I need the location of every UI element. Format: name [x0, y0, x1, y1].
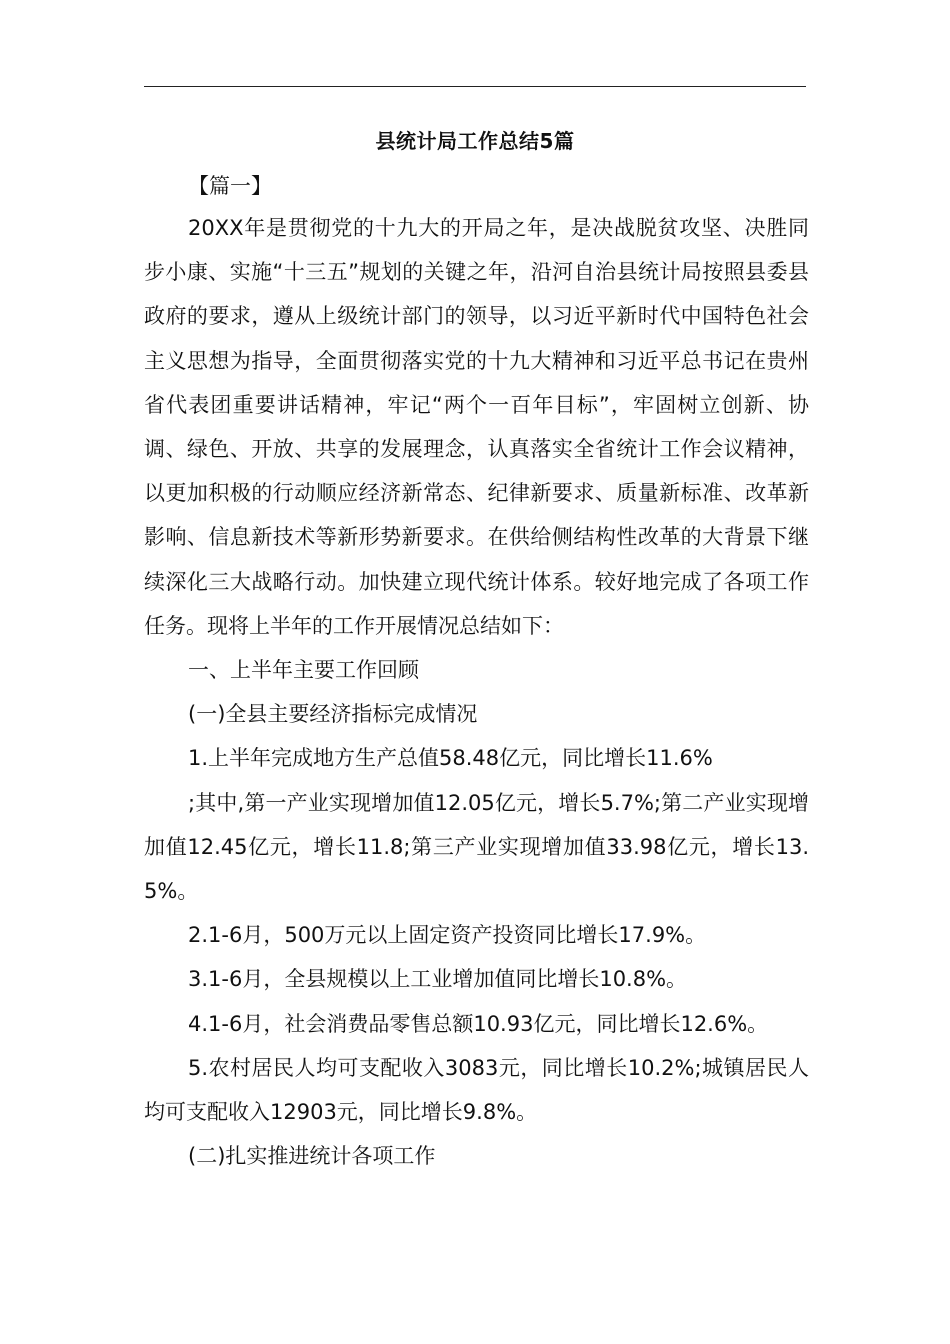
section-marker: 【篇一】	[188, 174, 272, 198]
indicator-retail-sales: 4.1-6月，社会消费品零售总额10.93亿元，同比增长12.6%。	[188, 1011, 769, 1036]
intro-paragraph: 20XX年是贯彻党的十九大的开局之年，是决战脱贫攻坚、决胜同步小康、实施“十三五”规划的关键之年，沿河自治县统计局按照县委县政府的要求，遵从上级统计部门的领导，以习近平新时代中国特色社会主义思想为指导，全面贯彻落实党的十九大精神和习近平总书记在贵州省代表团重要讲话精神，牢记“两个一百年目标”，牢固树立创新、协调、绿色、开放、共享的发展理念，认真落实全省统计工作会议精神，以更加积极的行动顺应经济新常态、纪律新要求、质量新标准、改革新影响、信息新技术等新形势新要求。在供给侧结构性改革的大背景下继续深化三大战略行动。加快建立现代统计体系。较好地完成了各项工作任务。现将上半年的工作开展情况总结如下：	[144, 216, 809, 638]
header-rule	[144, 86, 806, 87]
indicator-disposable-income: 5.农村居民人均可支配收入3083元，同比增长10.2%;城镇居民人均可支配收入12903元，同比增长9.8%。	[144, 1055, 809, 1125]
subheading-statistics-work: (二)扎实推进统计各项工作	[188, 1144, 436, 1169]
indicator-industry-breakdown: ;其中,第一产业实现增加值12.05亿元，增长5.7%;第二产业实现增加值12.45亿元，增长11.8;第三产业实现增加值33.98亿元，增长13.5%。	[144, 790, 809, 904]
subheading-economic-indicators: (一)全县主要经济指标完成情况	[188, 702, 478, 727]
indicator-industrial-value-added: 3.1-6月，全县规模以上工业增加值同比增长10.8%。	[188, 967, 688, 992]
indicator-fixed-asset-investment: 2.1-6月，500万元以上固定资产投资同比增长17.9%。	[188, 923, 707, 948]
document-body	[144, 206, 809, 1178]
indicator-gdp: 1.上半年完成地方生产总值58.48亿元，同比增长11.6%	[188, 746, 713, 771]
document-title: 县统计局工作总结5篇	[375, 129, 575, 153]
heading-first-half-review: 一、上半年主要工作回顾	[188, 658, 419, 683]
